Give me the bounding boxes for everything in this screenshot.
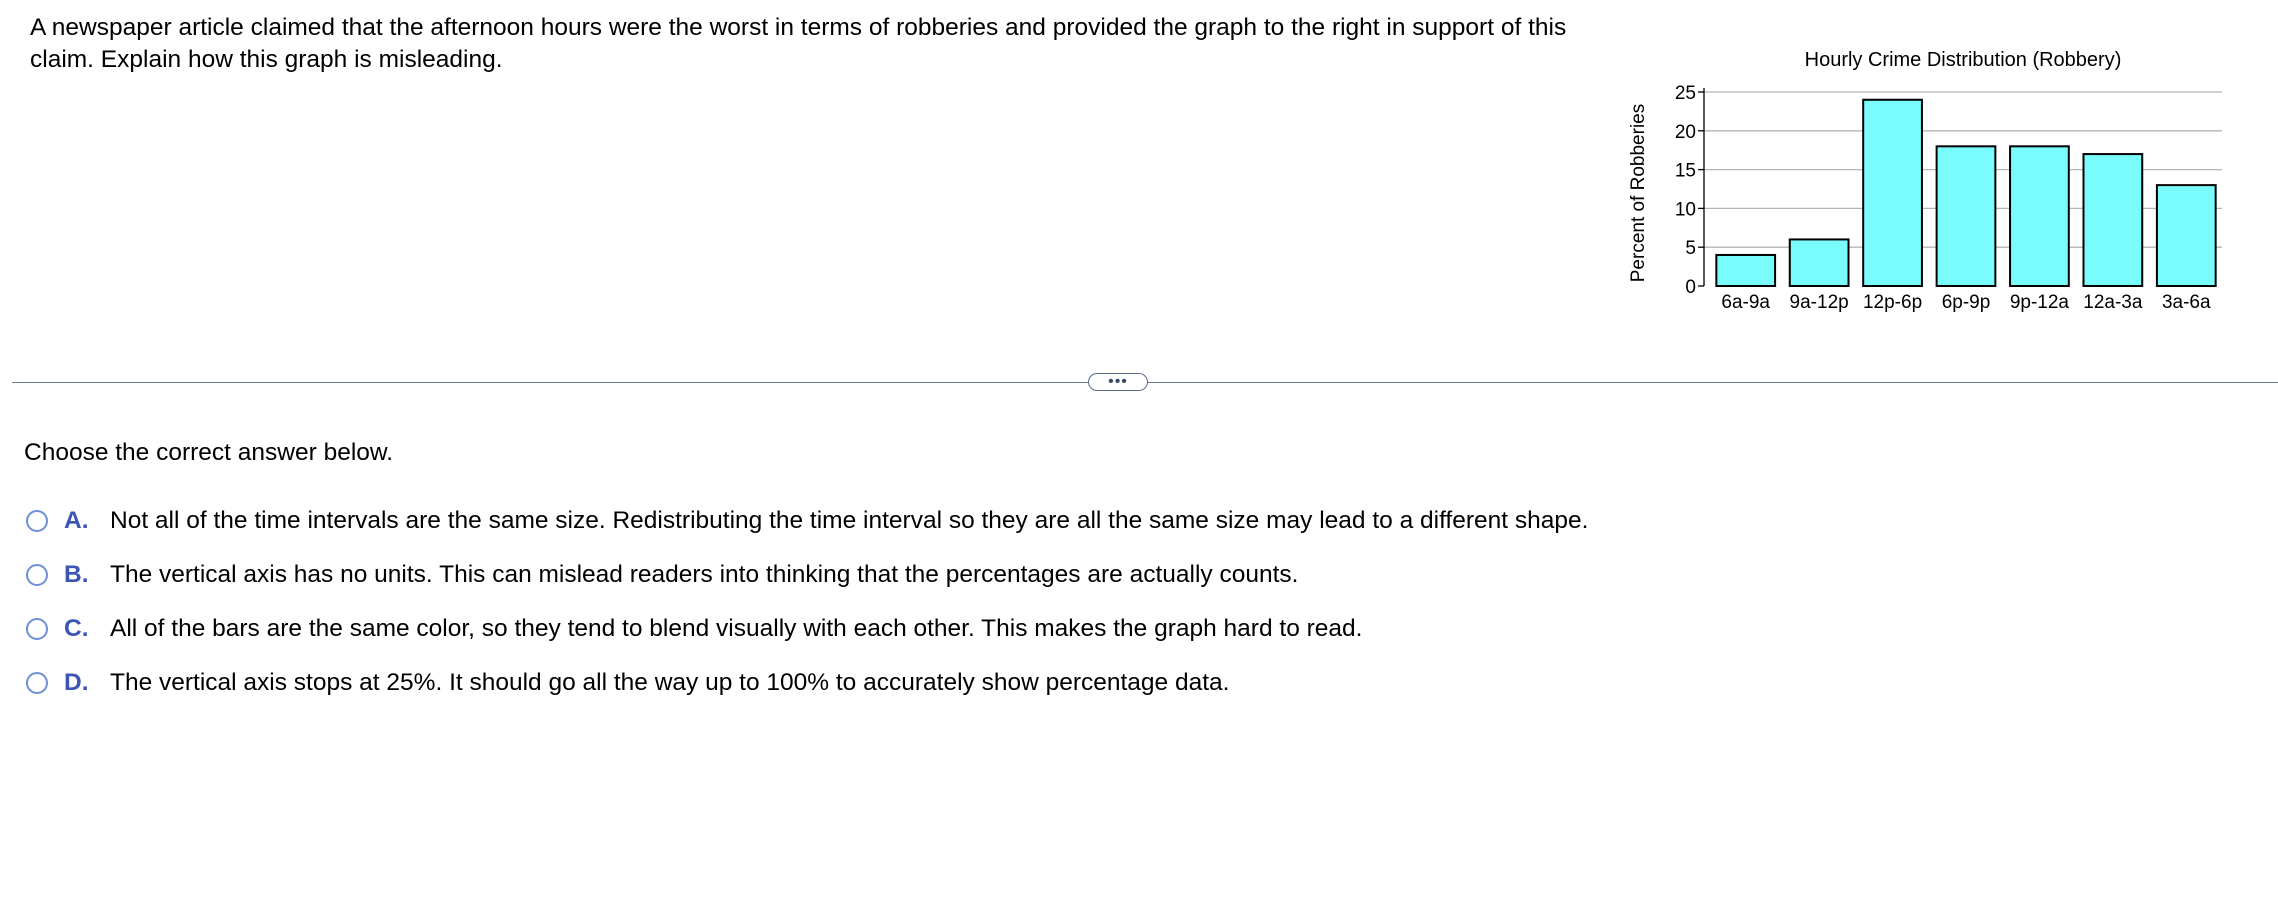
- chart-svg: [1620, 40, 2240, 330]
- option-b-text: The vertical axis has no units. This can mislead readers into thinking that the percentages are actually counts.: [110, 561, 1299, 588]
- option-a[interactable]: [26, 505, 1826, 537]
- robbery-bar-chart: [1620, 40, 2240, 330]
- option-d-radio[interactable]: [26, 672, 48, 694]
- divider-handle-button[interactable]: •••: [1088, 373, 1148, 391]
- bar-12p-6p: [1863, 100, 1922, 286]
- bar-6a-9a: [1716, 255, 1775, 286]
- y-tick-label: 5: [1685, 238, 1696, 260]
- y-tick-label: 20: [1674, 121, 1696, 143]
- y-tick-label: 15: [1674, 160, 1696, 182]
- option-c-radio[interactable]: [26, 618, 48, 640]
- option-b[interactable]: [26, 559, 1826, 591]
- option-a-text: Not all of the time intervals are the same size. Redistributing the time interval so they are all the same size may lead to a different shape.: [110, 507, 1589, 534]
- y-tick-label: 0: [1685, 277, 1696, 298]
- bar-9p-12a: [2010, 146, 2069, 286]
- bar-9a-12p: [1790, 239, 1849, 286]
- y-tick-label: 10: [1674, 199, 1696, 221]
- answer-prompt: Choose the correct answer below.: [24, 439, 394, 466]
- option-b-radio[interactable]: [26, 564, 48, 586]
- bar-3a-6a: [2157, 185, 2216, 286]
- question-text: A newspaper article claimed that the afternoon hours were the worst in terms of robberies and provided the graph to the right in support of this claim. Explain how this graph is misleading.: [30, 14, 1567, 73]
- x-tick-label: 6a-9a: [1721, 292, 1771, 313]
- y-axis-label: Percent of Robberies: [1628, 103, 1649, 283]
- option-b-letter: B.: [64, 561, 89, 588]
- x-tick-label: 6p-9p: [1941, 292, 1991, 313]
- x-tick-label: 12a-3a: [2083, 292, 2143, 313]
- option-c[interactable]: [26, 613, 1826, 645]
- option-d[interactable]: [26, 667, 1826, 699]
- x-tick-label: 3a-6a: [2161, 292, 2211, 313]
- answer-options: [26, 505, 1826, 721]
- x-tick-label: 9a-12p: [1789, 292, 1849, 313]
- bar-6p-9p: [1937, 146, 1996, 286]
- bar-12a-3a: [2083, 154, 2142, 286]
- chart-title: Hourly Crime Distribution (Robbery): [1804, 49, 2122, 71]
- x-tick-label: 12p-6p: [1862, 292, 1923, 313]
- option-c-text: All of the bars are the same color, so they tend to blend visually with each other. This makes the graph hard to read.: [110, 615, 1363, 642]
- option-a-radio[interactable]: [26, 510, 48, 532]
- option-a-letter: A.: [64, 507, 89, 534]
- option-d-text: The vertical axis stops at 25%. It should go all the way up to 100% to accurately show percentage data.: [110, 669, 1230, 696]
- x-tick-label: 9p-12a: [2009, 292, 2070, 313]
- y-tick-label: 25: [1674, 83, 1696, 104]
- option-c-letter: C.: [64, 615, 89, 642]
- option-d-letter: D.: [64, 669, 89, 696]
